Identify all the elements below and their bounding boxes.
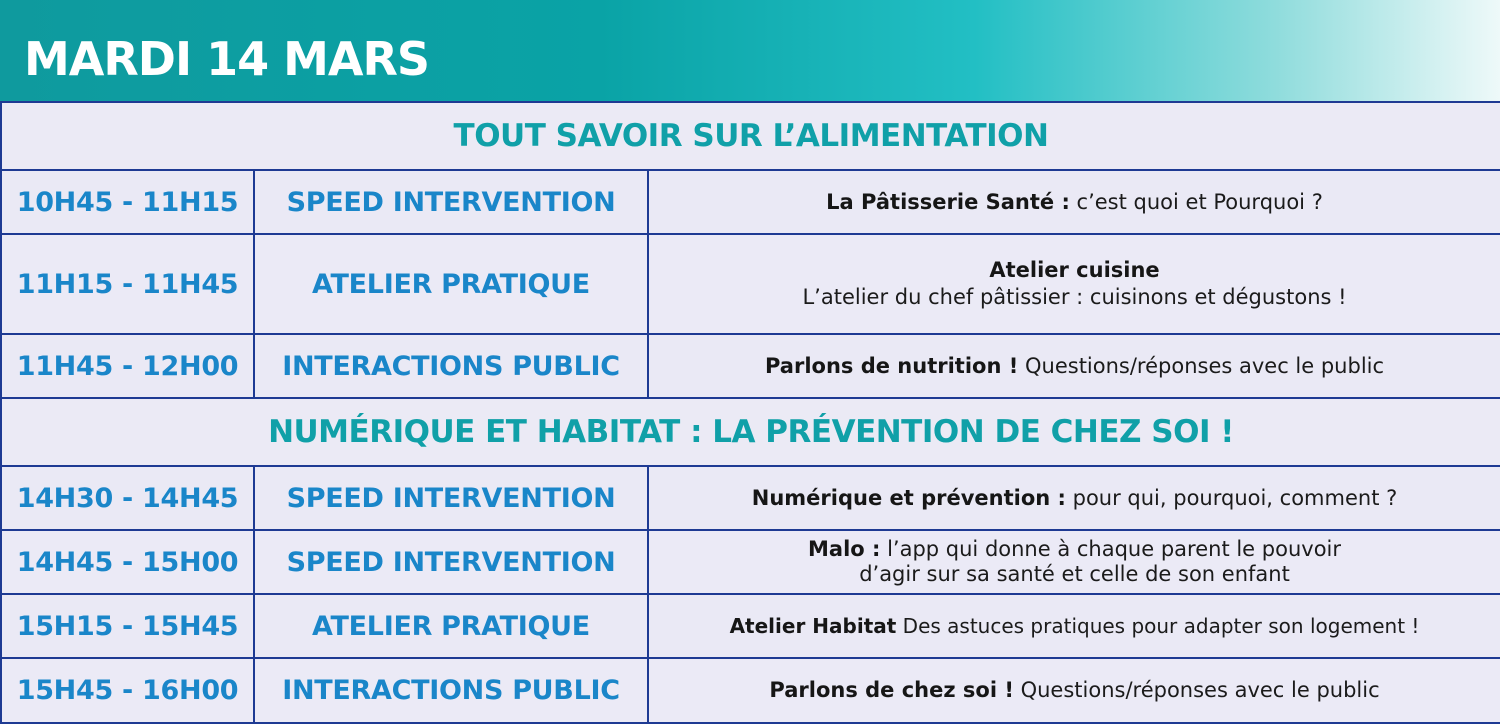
description-bold: Atelier Habitat (729, 613, 897, 638)
session-type: SPEED INTERVENTION (254, 170, 648, 234)
section-title: NUMÉRIQUE ET HABITAT : LA PRÉVENTION DE CHEZ SOI ! (1, 398, 1500, 466)
session-description (648, 334, 1500, 398)
description-bold: Parlons de chez soi ! (769, 678, 1014, 702)
time-slot: 14H30 - 14H45 (1, 466, 254, 530)
session-type: SPEED INTERVENTION (254, 466, 648, 530)
session-description (648, 170, 1500, 234)
section-title: TOUT SAVOIR SUR L’ALIMENTATION (1, 102, 1500, 170)
section-header (1, 398, 1500, 466)
table-row (1, 530, 1500, 594)
time-slot: 11H15 - 11H45 (1, 234, 254, 334)
schedule-table (0, 101, 1500, 724)
table-row (1, 334, 1500, 398)
session-type: INTERACTIONS PUBLIC (254, 658, 648, 723)
session-description (648, 466, 1500, 530)
table-row (1, 594, 1500, 658)
description-text: Des astuces pratiques pour adapter son logement ! (896, 613, 1420, 638)
description-text: pour qui, pourquoi, comment ? (1065, 485, 1398, 510)
time-slot: 15H15 - 15H45 (1, 594, 254, 658)
session-type: ATELIER PRATIQUE (254, 234, 648, 334)
time-slot: 10H45 - 11H15 (1, 170, 254, 234)
description-bold: Malo : (808, 537, 881, 561)
table-row (1, 170, 1500, 234)
description-text: Questions/réponses avec le public (1018, 353, 1385, 378)
description-bold: La Pâtisserie Santé : (826, 189, 1070, 214)
session-type: INTERACTIONS PUBLIC (254, 334, 648, 398)
session-description (648, 594, 1500, 658)
table-row (1, 658, 1500, 723)
time-slot: 11H45 - 12H00 (1, 334, 254, 398)
session-description (648, 234, 1500, 334)
description-line2: L’atelier du chef pâtissier : cuisinons et dégustons ! (802, 285, 1347, 309)
description-line2: d’agir sur sa santé et celle de son enfant (859, 562, 1290, 586)
description-bold: Atelier cuisine (989, 258, 1160, 282)
time-slot: 14H45 - 15H00 (1, 530, 254, 594)
description-text: c’est quoi et Pourquoi ? (1069, 189, 1323, 214)
description-text: Questions/réponses avec le public (1013, 678, 1380, 702)
session-type: SPEED INTERVENTION (254, 530, 648, 594)
section-header (1, 102, 1500, 170)
description-text: l’app qui donne à chaque parent le pouvoir (880, 537, 1342, 561)
time-slot: 15H45 - 16H00 (1, 658, 254, 723)
session-description (648, 658, 1500, 723)
session-description (648, 530, 1500, 594)
page-title: MARDI 14 MARS (24, 32, 430, 86)
header-banner (0, 0, 1500, 101)
description-bold: Numérique et prévention : (751, 485, 1066, 510)
table-row (1, 466, 1500, 530)
description-bold: Parlons de nutrition ! (764, 353, 1019, 378)
session-type: ATELIER PRATIQUE (254, 594, 648, 658)
table-row (1, 234, 1500, 334)
